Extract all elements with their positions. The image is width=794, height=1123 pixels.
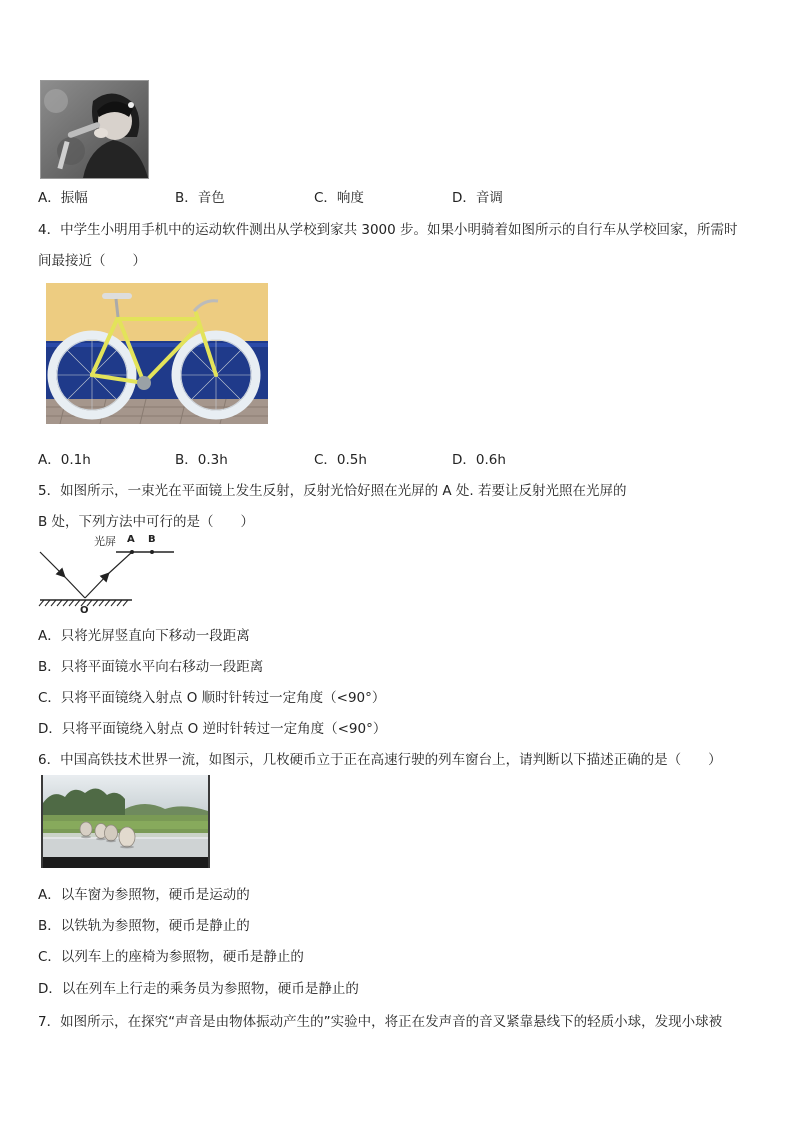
bicycle-photo [46, 283, 268, 424]
train-window-coins-photo [41, 775, 210, 868]
q5-option-d: D．只将平面镜绕入射点 O 逆时针转过一定角度（<90°） [38, 721, 387, 737]
q6-option-a: A．以车窗为参照物，硬币是运动的 [38, 887, 250, 903]
q5-stem-line1: 5．如图所示，一束光在平面镜上发生反射，反射光恰好照在光屏的 A 处. 若要让反射光照在光屏的 [38, 483, 627, 499]
q7-stem: 7．如图所示，在探究“声音是由物体振动产生的”实验中，将正在发声音的音叉紧靠悬线下的轻质小球，发现小球被 [38, 1014, 723, 1030]
q5-option-b: B．只将平面镜水平向右移动一段距离 [38, 659, 264, 675]
q6-option-c: C．以列车上的座椅为参照物，硬币是静止的 [38, 949, 304, 965]
q4-option-b: B．0.3h [175, 452, 228, 468]
q6-option-d: D．以在列车上行走的乘务员为参照物，硬币是静止的 [38, 981, 359, 997]
q4-stem-line1: 4．中学生小明用手机中的运动软件测出从学校到家共 3000 步。如果小明骑着如图所示的自行车从学校回家，所需时 [38, 222, 738, 238]
q4-option-c: C．0.5h [314, 452, 367, 468]
q6-option-b: B．以铁轨为参照物，硬币是静止的 [38, 918, 250, 934]
q3-option-c: C．响度 [314, 190, 364, 206]
q4-option-a: A．0.1h [38, 452, 91, 468]
screen-label: 光屏 [94, 535, 116, 548]
q5-stem-line2: B 处，下列方法中可行的是（ ） [38, 514, 255, 530]
q4-stem-line2: 间最接近（ ） [38, 253, 146, 269]
q6-stem: 6．中国高铁技术世界一流，如图示，几枚硬币立于正在高速行驶的列车窗台上，请判断以下描述正确的是（ ） [38, 752, 722, 768]
point-a-label: A [127, 534, 135, 545]
q4-option-d: D．0.6h [452, 452, 506, 468]
q3-option-b: B．音色 [175, 190, 225, 206]
q3-option-d: D．音调 [452, 190, 503, 206]
point-o-label: O [80, 605, 89, 616]
point-b-label: B [148, 534, 156, 545]
girl-whistle-photo [40, 80, 149, 179]
q3-option-a: A．振幅 [38, 190, 88, 206]
q5-option-c: C．只将平面镜绕入射点 O 顺时针转过一定角度（<90°） [38, 690, 386, 706]
q5-option-a: A．只将光屏竖直向下移动一段距离 [38, 628, 250, 644]
